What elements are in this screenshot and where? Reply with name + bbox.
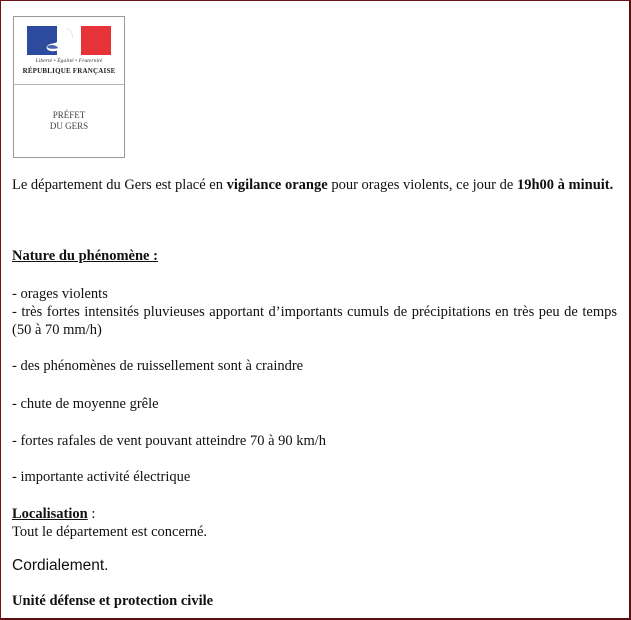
intro-time: 19h00 à minuit.	[516, 177, 614, 193]
localisation-text: Tout le département est concerné.	[12, 524, 208, 540]
logo-prefet-line1: PRÉFET	[52, 110, 86, 120]
logo-motto: Liberté • Égalité • Fraternité	[35, 58, 103, 64]
nature-item: - orages violents	[12, 286, 108, 302]
nature-item: - chute de moyenne grêle	[12, 396, 159, 412]
logo-divider	[14, 84, 124, 85]
nature-heading: Nature du phénomène :	[12, 248, 158, 264]
intro-paragraph	[12, 176, 617, 194]
intro-text-2: pour orages violents, ce jour de	[327, 177, 517, 193]
prefecture-logo	[13, 16, 125, 158]
nature-item: - des phénomènes de ruissellement sont à craindre	[12, 358, 304, 374]
logo-prefet-line2: DU GERS	[49, 121, 89, 131]
logo-prefet	[16, 110, 122, 132]
intro-text-1: Le département du Gers est placé en	[12, 177, 227, 193]
nature-item: - très fortes intensités pluvieuses apportant d’importants cumuls de précipitations en très peu de temps (50 à 70 mm/h)	[12, 304, 617, 338]
logo-republic: RÉPUBLIQUE FRANÇAISE	[22, 67, 116, 75]
intro-vigilance: vigilance orange	[226, 177, 328, 193]
localisation-heading: Localisation :	[12, 506, 96, 522]
signature: Unité défense et protection civile	[12, 593, 214, 609]
nature-item: - fortes rafales de vent pouvant atteindre 70 à 90 km/h	[12, 433, 327, 449]
nature-item: - importante activité électrique	[12, 469, 191, 485]
marianne-flag-icon	[27, 26, 111, 55]
closing: Cordialement.	[12, 557, 109, 574]
